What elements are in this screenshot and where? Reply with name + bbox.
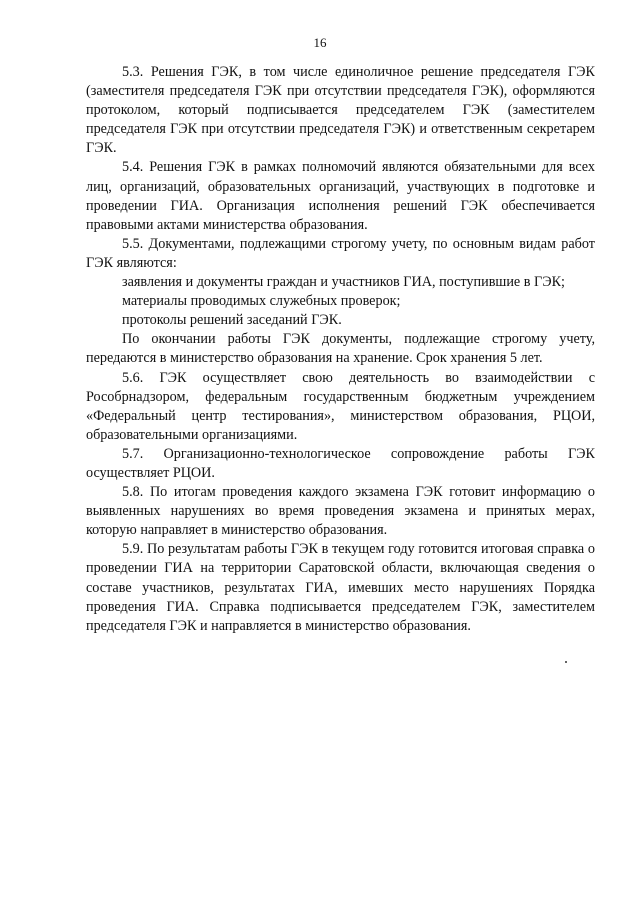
paragraph-5-3: 5.3. Решения ГЭК, в том числе единоличное решение председателя ГЭК (заместителя председателя ГЭК при отсутствии председателя ГЭК), оформляются протоколом, который подписывается председателем ГЭК (заместителем председателя ГЭК при отсутствии председателя ГЭК) и ответственным секретарем ГЭК. [86, 64, 595, 157]
paragraph-5-8: 5.8. По итогам проведения каждого экзамена ГЭК готовит информацию о выявленных нарушениях во время проведения экзамена и принятых мерах, которую направляет в министерство образования. [86, 484, 595, 539]
paragraph-5-9: 5.9. По результатам работы ГЭК в текущем году готовится итоговая справка о проведении ГИА на территории Саратовской области, включающая сведения о составе участников, результатах ГИА, имевших место нарушениях Порядка проведения ГИА. Справка подписывается председателем ГЭК, заместителем председателя ГЭК и направляется в министерство образования. [86, 541, 595, 634]
document-body [86, 63, 595, 636]
scan-speck [565, 661, 567, 663]
list-item-inspections: материалы проводимых служебных проверок; [122, 293, 401, 310]
page-number: 16 [313, 35, 327, 50]
paragraph-storage: По окончании работы ГЭК документы, подлежащие строгому учету, передаются в министерство образования на хранение. Срок хранения 5 лет. [86, 331, 595, 367]
list-item-applications: заявления и документы граждан и участников ГИА, поступившие в ГЭК; [122, 274, 565, 291]
list-item-protocols: протоколы решений заседаний ГЭК. [122, 312, 342, 329]
paragraph-5-5: 5.5. Документами, подлежащими строгому учету, по основным видам работ ГЭК являются: [86, 235, 595, 271]
paragraph-5-6: 5.6. ГЭК осуществляет свою деятельность во взаимодействии с Рособрнадзором, федеральным государственным бюджетным учреждением «Федеральный центр тестирования», министерством образования, РЦОИ, образовательными организациями. [86, 369, 595, 443]
paragraph-5-4: 5.4. Решения ГЭК в рамках полномочий являются обязательными для всех лиц, организаций, образовательных организаций, участвующих в подготовке и проведении ГИА. Организация исполнения решений ГЭК обеспечивается правовыми актами министерства образования. [86, 159, 595, 233]
paragraph-5-7: 5.7. Организационно-технологическое сопровождение работы ГЭК осуществляет РЦОИ. [86, 445, 595, 481]
